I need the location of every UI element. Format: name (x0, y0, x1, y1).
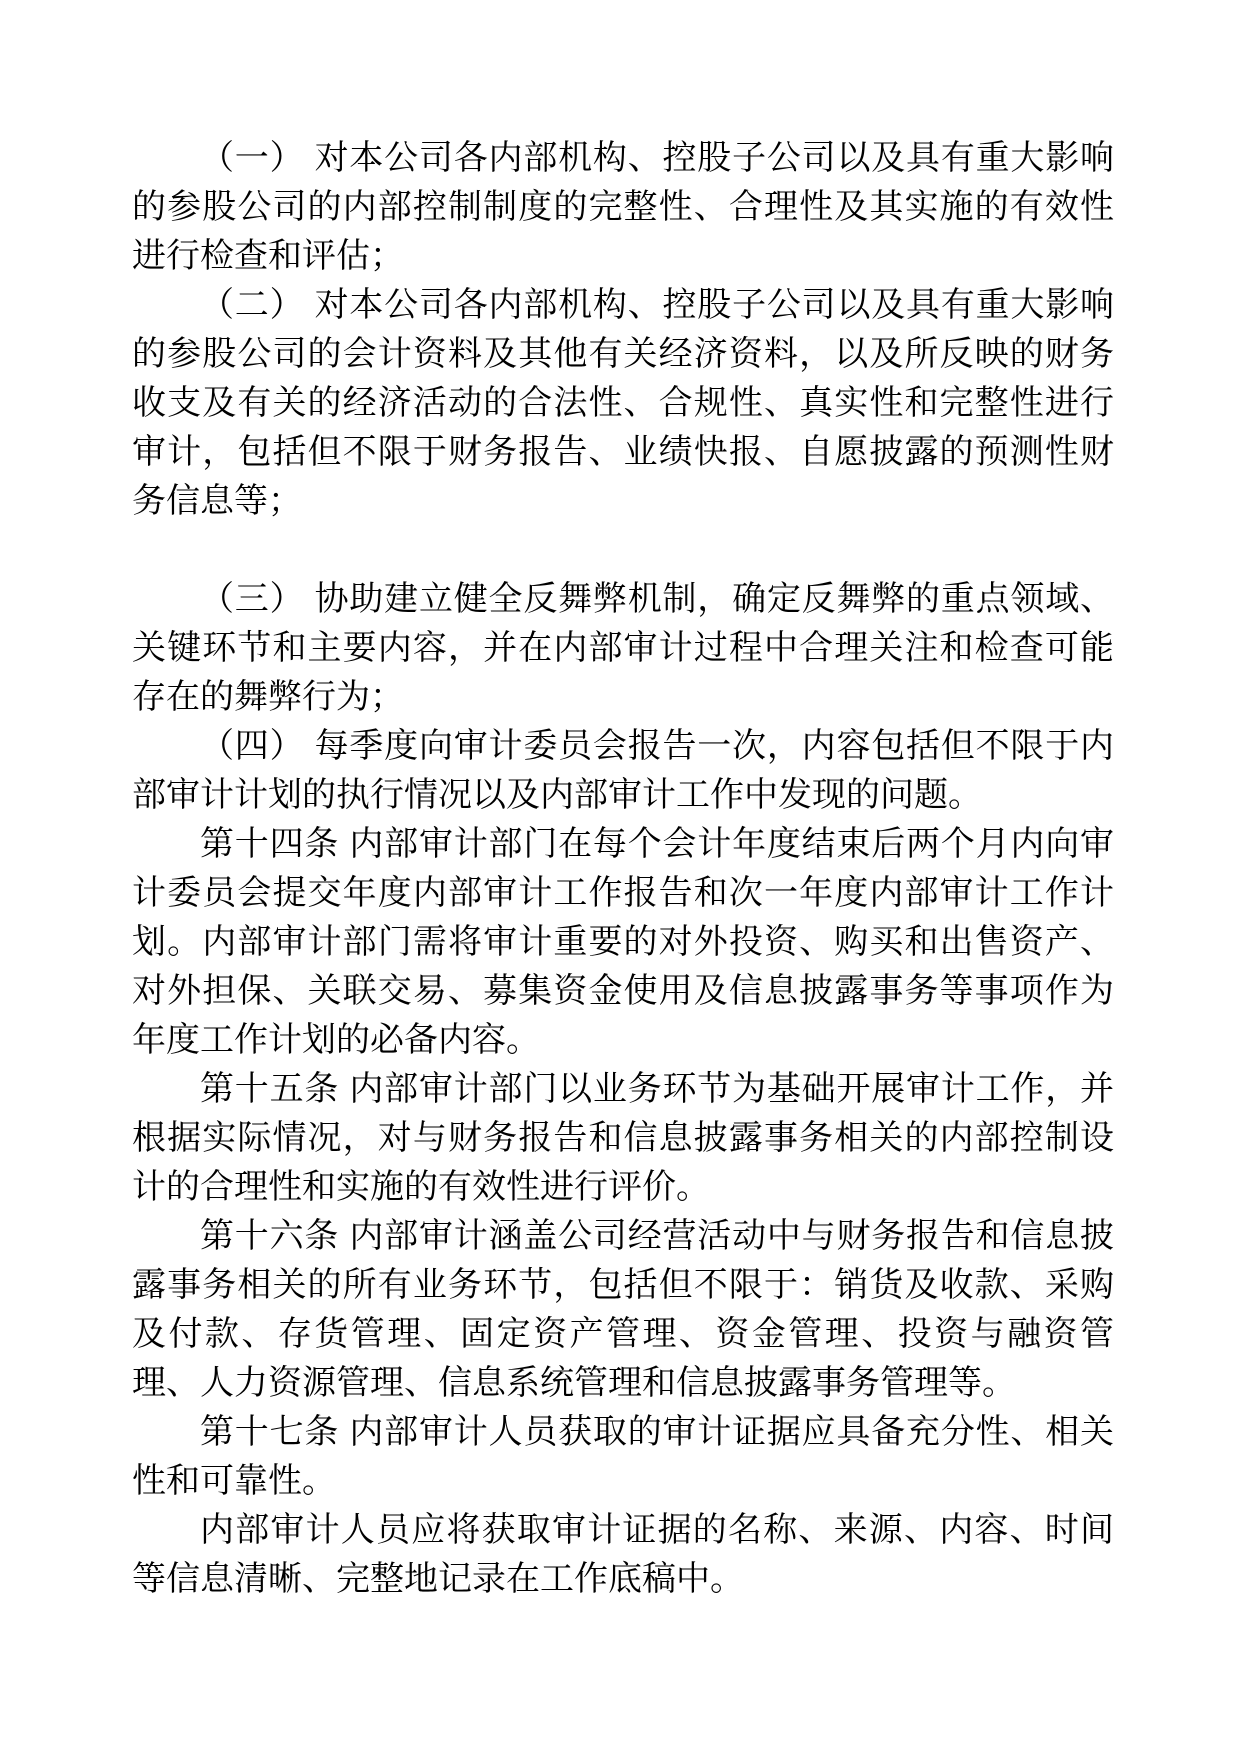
article-17-continuation-paragraph: 内部审计人员应将获取审计证据的名称、来源、内容、时间等信息清晰、完整地记录在工作底稿中。 (132, 1511, 1114, 1598)
clause-item-4: （四） 每季度向审计委员会报告一次，内容包括但不限于内部审计计划的执行情况以及内部审计工作中发现的问题。 (132, 727, 1114, 814)
clause-item-1: （一） 对本公司各内部机构、控股子公司以及具有重大影响的参股公司的内部控制制度的完整性、合理性及其实施的有效性进行检查和评估； (132, 139, 1114, 275)
clause-item-2: （二） 对本公司各内部机构、控股子公司以及具有重大影响的参股公司的会计资料及其他有关经济资料，以及所反映的财务收支及有关的经济活动的合法性、合规性、真实性和完整性进行审计，包括但不限于财务报告、业绩快报、自愿披露的预测性财务信息等； (132, 286, 1114, 520)
blank-line (132, 526, 1114, 575)
article-15-paragraph: 第十五条 内部审计部门以业务环节为基础开展审计工作，并根据实际情况，对与财务报告和信息披露事务相关的内部控制设计的合理性和实施的有效性进行评价。 (132, 1070, 1114, 1206)
article-16-paragraph: 第十六条 内部审计涵盖公司经营活动中与财务报告和信息披露事务相关的所有业务环节，包括但不限于：销货及收款、采购及付款、存货管理、固定资产管理、资金管理、投资与融资管理、人力资源管理、信息系统管理和信息披露事务管理等。 (132, 1217, 1114, 1402)
article-14-paragraph: 第十四条 内部审计部门在每个会计年度结束后两个月内向审计委员会提交年度内部审计工作报告和次一年度内部审计工作计划。内部审计部门需将审计重要的对外投资、购买和出售资产、对外担保、关联交易、募集资金使用及信息披露事务等事项作为年度工作计划的必备内容。 (132, 825, 1114, 1059)
document-body (132, 134, 1114, 1604)
clause-item-3: （三） 协助建立健全反舞弊机制，确定反舞弊的重点领域、关键环节和主要内容，并在内部审计过程中合理关注和检查可能存在的舞弊行为； (132, 580, 1114, 716)
article-17-paragraph: 第十七条 内部审计人员获取的审计证据应具备充分性、相关性和可靠性。 (132, 1413, 1114, 1500)
